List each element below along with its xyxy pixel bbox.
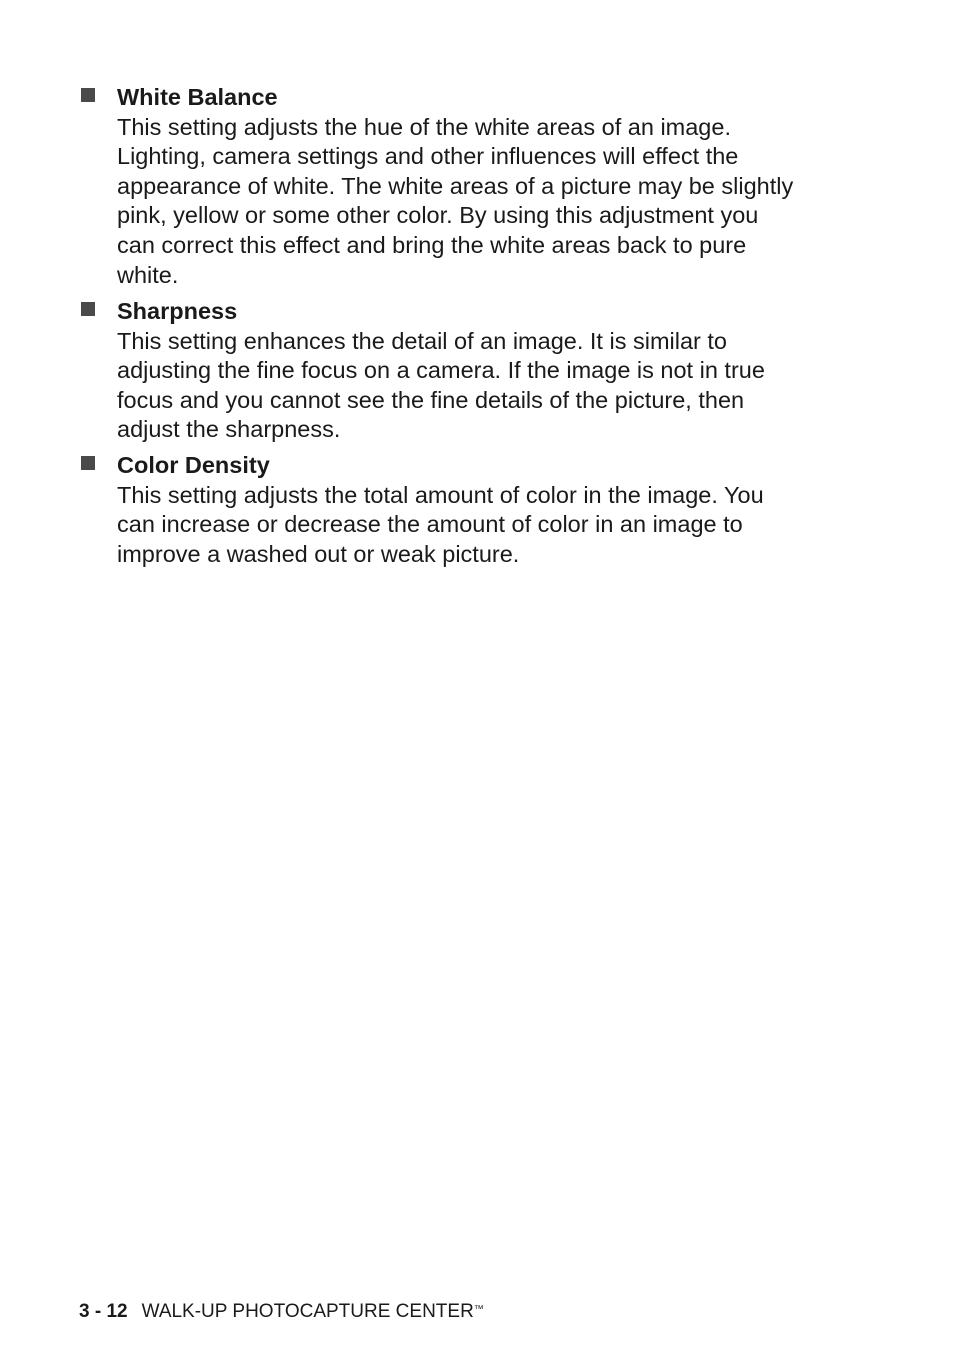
trademark-symbol: ™: [473, 1304, 484, 1315]
description-line: adjusting the fine focus on a camera. If the image is not in true: [117, 357, 765, 384]
description-line: This setting adjusts the hue of the white areas of an image.: [117, 113, 731, 140]
section-description: [117, 113, 839, 291]
description-line: improve a washed out or weak picture.: [117, 540, 520, 567]
section-heading: White Balance: [117, 84, 278, 110]
description-line: Lighting, camera settings and other influences will effect the: [117, 143, 739, 170]
page-footer: [79, 1300, 484, 1324]
section-color-density: [79, 451, 839, 569]
section-white-balance: [79, 83, 839, 290]
description-line: focus and you cannot see the fine details of the picture, then: [117, 386, 745, 413]
description-line: can increase or decrease the amount of color in an image to: [117, 511, 743, 538]
footer-title: WALK-UP PHOTOCAPTURE CENTER: [141, 1301, 474, 1322]
description-line: can correct this effect and bring the white areas back to pure: [117, 231, 747, 258]
section-description: [117, 481, 839, 570]
square-bullet-icon: [81, 456, 95, 470]
section-sharpness: [79, 297, 839, 445]
square-bullet-icon: [81, 302, 95, 316]
description-line: appearance of white. The white areas of a picture may be slightly: [117, 172, 794, 199]
section-description: [117, 327, 839, 445]
section-heading: Sharpness: [117, 298, 238, 324]
description-line: pink, yellow or some other color. By using this adjustment you: [117, 202, 759, 229]
description-line: adjust the sharpness.: [117, 416, 341, 443]
description-line: This setting enhances the detail of an image. It is similar to: [117, 327, 728, 354]
description-line: white.: [117, 261, 179, 288]
page-number: 3 - 12: [79, 1301, 128, 1322]
section-heading: Color Density: [117, 452, 270, 478]
square-bullet-icon: [81, 88, 95, 102]
description-line: This setting adjusts the total amount of color in the image. You: [117, 481, 764, 508]
